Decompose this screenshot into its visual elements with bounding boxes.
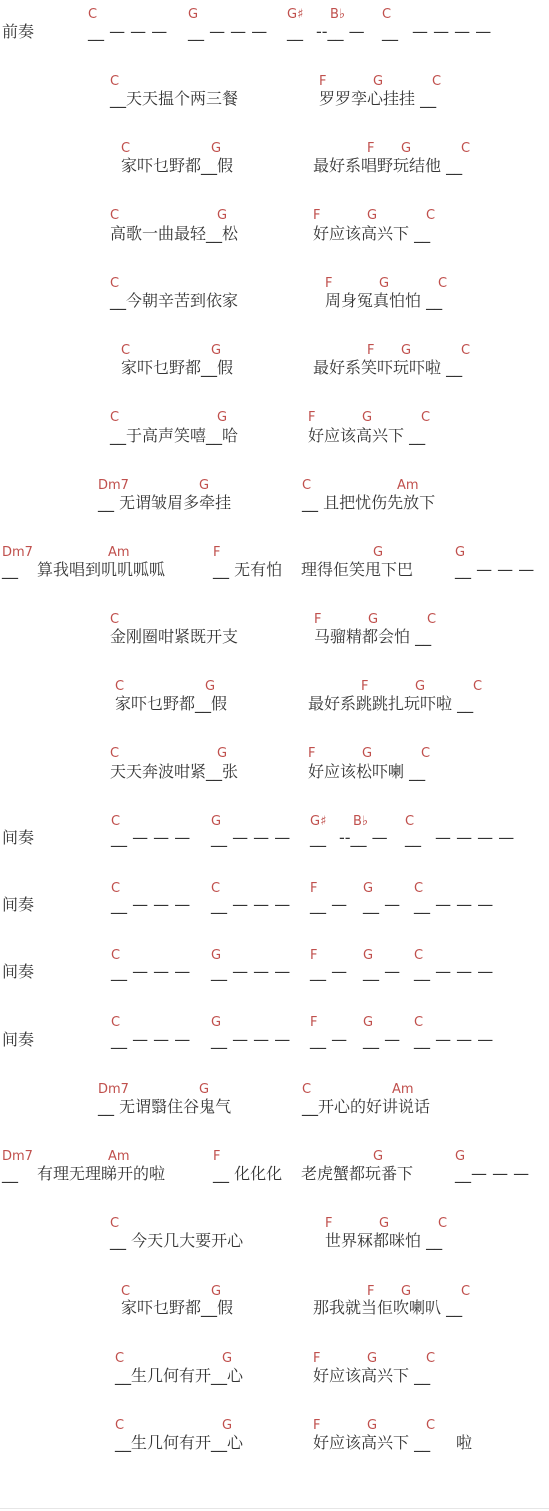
bar: __— — — <box>455 1164 530 1183</box>
chord: Dm7 <box>98 1082 129 1097</box>
chord: C <box>110 208 120 223</box>
chord: C <box>421 410 431 425</box>
chord: G <box>205 679 216 694</box>
chord: G <box>211 1015 222 1030</box>
chord: G <box>211 948 222 963</box>
chord: F <box>325 1216 333 1231</box>
chord: C <box>302 1082 312 1097</box>
chord: C <box>111 881 121 896</box>
chord: Am <box>392 1082 414 1097</box>
bar: __ — <box>363 1030 401 1049</box>
lyric-line: 算我唱到叽叽呱呱 <box>37 560 166 579</box>
bar: __ — — — <box>88 22 168 41</box>
chord: C <box>426 208 436 223</box>
bar: __ — — — <box>111 828 191 847</box>
chord: G <box>367 1418 378 1433</box>
chord: C <box>111 1015 121 1030</box>
bar: __ <box>405 828 421 847</box>
chord: C <box>115 1351 125 1366</box>
section-label: 间奏 <box>2 895 35 914</box>
lyric-line: 理得佢笑甩下巴 <box>301 560 414 579</box>
chord: C <box>111 948 121 963</box>
chord: F <box>313 1418 321 1433</box>
chord: C <box>110 74 120 89</box>
chord: C <box>461 343 471 358</box>
bar: __ <box>2 560 18 579</box>
chord: F <box>310 1015 318 1030</box>
chord: G <box>211 814 222 829</box>
bar: __ — <box>310 962 348 981</box>
lyric-line: 最好系跳跳扎玩吓啦 __ <box>308 694 474 713</box>
bar: __ — — — <box>111 1030 191 1049</box>
lyric-line: 好应该高兴下 __ <box>308 426 426 445</box>
chord: Dm7 <box>98 478 129 493</box>
chord: F <box>367 1284 375 1299</box>
lyric-line: 好应该高兴下 __ <box>313 1366 431 1385</box>
lyric-line: 好应该高兴下 __ <box>313 1433 431 1452</box>
lyric-line: __ 无谓翳住谷鬼气 <box>98 1097 232 1116</box>
lyric-line: 最好系笑吓玩吓啦 __ <box>313 358 463 377</box>
bar: --__ — <box>339 828 388 847</box>
chord: C <box>426 1418 436 1433</box>
bar: __ — — — <box>211 828 291 847</box>
chord: F <box>361 679 369 694</box>
chord: F <box>325 276 333 291</box>
chord: G <box>367 1351 378 1366</box>
lyric-line: 好应该松吓喇 __ <box>308 762 426 781</box>
chord: G <box>455 545 466 560</box>
chord: F <box>308 746 316 761</box>
chord: G <box>363 881 374 896</box>
lyric-line: 最好系唱野玩结他 __ <box>313 156 463 175</box>
lyric-line: 周身冤真怕怕 __ <box>325 291 443 310</box>
chord: F <box>314 612 322 627</box>
bar: __ — — — <box>211 1030 291 1049</box>
bar: __ <box>382 22 398 41</box>
bar: __ — — — <box>211 962 291 981</box>
chord: B♭ <box>330 7 346 22</box>
chord: C <box>115 679 125 694</box>
chord: G <box>367 208 378 223</box>
section-label: 间奏 <box>2 962 35 981</box>
chord: C <box>426 1351 436 1366</box>
chord: C <box>414 881 424 896</box>
chord: G <box>199 1082 210 1097</box>
lyric-line: 啦 <box>456 1433 473 1452</box>
chord: Am <box>108 545 130 560</box>
chord: G <box>362 746 373 761</box>
chord: G <box>379 1216 390 1231</box>
chord: C <box>405 814 415 829</box>
bar: __ — — — <box>188 22 268 41</box>
section-label: 前奏 <box>2 22 35 41</box>
chord: C <box>211 881 221 896</box>
chord: G <box>373 545 384 560</box>
bar: __ <box>287 22 303 41</box>
chord: G♯ <box>287 7 304 22</box>
chord: C <box>461 141 471 156</box>
chord: G <box>362 410 373 425</box>
lyric-line: 家吓乜野都__假 <box>121 156 234 175</box>
chord: Am <box>397 478 419 493</box>
lyric-line: __ 无有怕 <box>213 560 283 579</box>
lyric-line: 老虎蟹都玩番下 <box>301 1164 414 1183</box>
bar: __ <box>2 1164 18 1183</box>
chord: C <box>111 814 121 829</box>
section-label: 间奏 <box>2 828 35 847</box>
chord: C <box>110 746 120 761</box>
bar: __ — <box>310 1030 348 1049</box>
chord: Am <box>108 1149 130 1164</box>
lyric-line: 好应该高兴下 __ <box>313 224 431 243</box>
lyric-line: 那我就当佢吹喇叭 __ <box>313 1298 463 1317</box>
bar: __ — — — <box>414 895 494 914</box>
chord: G♯ <box>310 814 327 829</box>
chord: F <box>310 948 318 963</box>
chord: C <box>432 74 442 89</box>
chord: F <box>313 1351 321 1366</box>
chord: F <box>213 545 221 560</box>
chord: G <box>401 1284 412 1299</box>
chord: C <box>382 7 392 22</box>
chord: F <box>308 410 316 425</box>
chord: G <box>217 746 228 761</box>
chord: G <box>401 141 412 156</box>
section-label: 间奏 <box>2 1030 35 1049</box>
bar: __ — — — <box>111 895 191 914</box>
lyric-line: 世界冧都咪怕 __ <box>325 1231 443 1250</box>
chord: G <box>373 1149 384 1164</box>
chord: F <box>213 1149 221 1164</box>
lyric-line: 天天奔波咁紧__张 <box>110 762 239 781</box>
lyric-line: __天天揾个两三餐 <box>110 89 239 108</box>
chord: C <box>438 1216 448 1231</box>
chord: G <box>373 74 384 89</box>
chord: C <box>421 746 431 761</box>
lyric-line: __开心的好讲说话 <box>302 1097 431 1116</box>
bar: — — — — <box>412 22 492 41</box>
lyric-line: __今朝辛苦到依家 <box>110 291 239 310</box>
bar: __ <box>310 828 326 847</box>
lyric-line: __生几何有开__心 <box>115 1366 244 1385</box>
chord: G <box>217 208 228 223</box>
chord: G <box>455 1149 466 1164</box>
chord: G <box>222 1351 233 1366</box>
lyric-line: __ 无谓皱眉多牵挂 <box>98 493 232 512</box>
chord: Dm7 <box>2 1149 33 1164</box>
chord: C <box>110 1216 120 1231</box>
chord: G <box>368 612 379 627</box>
bar: __ — — — <box>111 962 191 981</box>
lyric-line: 家吓乜野都__假 <box>121 358 234 377</box>
chord: C <box>473 679 483 694</box>
bar: __ — — — <box>211 895 291 914</box>
chord: Dm7 <box>2 545 33 560</box>
lyric-line: __ 化化化 <box>213 1164 283 1183</box>
chord: C <box>414 1015 424 1030</box>
chord: F <box>313 208 321 223</box>
bar: --__ — <box>316 22 365 41</box>
chord: F <box>367 141 375 156</box>
chord: C <box>438 276 448 291</box>
chord: F <box>319 74 327 89</box>
chord: F <box>367 343 375 358</box>
chord: G <box>217 410 228 425</box>
lyric-line: 家吓乜野都__假 <box>121 1298 234 1317</box>
chord: G <box>199 478 210 493</box>
chord: C <box>110 410 120 425</box>
chord: G <box>222 1418 233 1433</box>
lyric-line: __生几何有开__心 <box>115 1433 244 1452</box>
chord: G <box>363 1015 374 1030</box>
chord: G <box>211 141 222 156</box>
chord: G <box>415 679 426 694</box>
bar: __ — — — <box>414 1030 494 1049</box>
chord: C <box>302 478 312 493</box>
chord: C <box>121 343 131 358</box>
chord: C <box>88 7 98 22</box>
chord: F <box>310 881 318 896</box>
bar: __ — — — <box>455 560 535 579</box>
chord: G <box>363 948 374 963</box>
lyric-line: __于高声笑嘻__哈 <box>110 426 239 445</box>
chord: C <box>461 1284 471 1299</box>
chord: C <box>110 612 120 627</box>
chord: B♭ <box>353 814 369 829</box>
bar: __ — <box>363 895 401 914</box>
divider <box>0 1508 549 1509</box>
bar: __ — <box>310 895 348 914</box>
chord: C <box>427 612 437 627</box>
lyric-line: 有理无理睇开的啦 <box>37 1164 166 1183</box>
chord: C <box>115 1418 125 1433</box>
chord: G <box>211 1284 222 1299</box>
lyric-line: __ 今天几大要开心 <box>110 1231 244 1250</box>
chord: G <box>211 343 222 358</box>
chord: C <box>110 276 120 291</box>
chord: G <box>188 7 199 22</box>
lyric-line: 马骝精都会怕 __ <box>314 627 432 646</box>
chord: G <box>401 343 412 358</box>
bar: __ — <box>363 962 401 981</box>
lyric-line: 家吓乜野都__假 <box>115 694 228 713</box>
lyric-line: 高歌一曲最轻__松 <box>110 224 239 243</box>
chord: C <box>121 1284 131 1299</box>
lyric-line: __ 且把忧伤先放下 <box>302 493 436 512</box>
bar: — — — — <box>435 828 515 847</box>
chord: C <box>414 948 424 963</box>
bar: __ — — — <box>414 962 494 981</box>
lyric-line: 金刚圈咁紧既开支 <box>110 627 239 646</box>
chord: G <box>379 276 390 291</box>
lyric-line: 罗罗孪心挂挂 __ <box>319 89 437 108</box>
chord: C <box>121 141 131 156</box>
